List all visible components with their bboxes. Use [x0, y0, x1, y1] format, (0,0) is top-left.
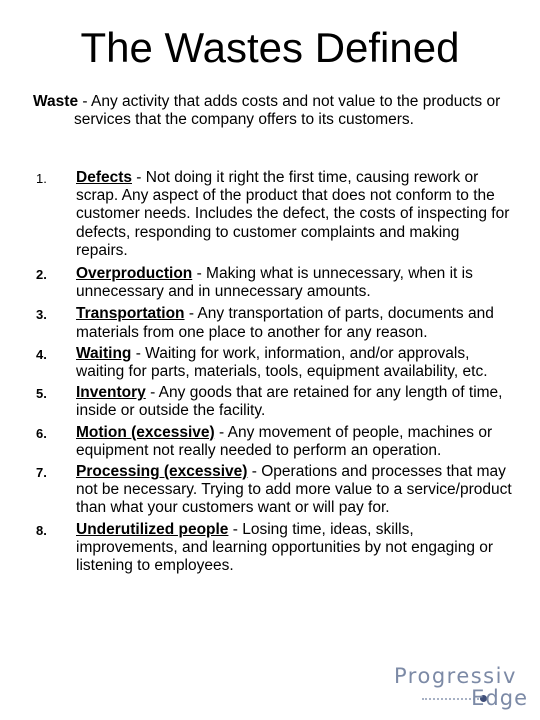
- definition-text: - Any activity that adds costs and not value to the products or services that the company offers to its customers.: [74, 93, 501, 128]
- item-term: Transportation: [76, 305, 185, 323]
- progressive-edge-logo: [394, 664, 528, 712]
- item-text: - Not doing it right the first time, causing rework or scrap. Any aspect of the product that does not conform to the customer needs. Includes the defect, the costs of inspecting for defects, responding to customer complaints and making repairs.: [76, 169, 510, 259]
- item-number: 5.: [36, 386, 47, 402]
- list-item: [33, 345, 513, 381]
- item-number: 6.: [36, 425, 47, 441]
- item-text: - Any transportation of parts, documents and materials from one place to another for any reason.: [76, 305, 494, 341]
- list-item: [33, 463, 513, 518]
- item-text: - Losing time, ideas, skills, improvements, and learning opportunities by not engaging or listening to employees.: [76, 520, 494, 575]
- item-term: Overproduction: [76, 265, 193, 283]
- list-item: [33, 169, 513, 260]
- item-term: Underutilized people: [76, 520, 229, 538]
- item-text: - Waiting for work, information, and/or approvals, waiting for parts, materials, tools, equipment availability, etc.: [76, 344, 488, 381]
- item-term: Motion (excessive): [76, 423, 215, 441]
- item-term: Processing (excessive): [76, 463, 248, 481]
- list-item: [33, 384, 513, 420]
- list-item: [33, 305, 513, 341]
- item-text: - Any movement of people, machines or equipment not really needed to perform an operation.: [76, 423, 493, 459]
- page-title: The Wastes Defined: [80, 24, 460, 71]
- item-term: Inventory: [76, 384, 146, 402]
- item-number: 8.: [36, 522, 47, 538]
- list-item: [33, 265, 513, 301]
- waste-definition: [33, 93, 513, 129]
- item-term: Defects: [76, 169, 132, 186]
- item-number: 7.: [36, 465, 47, 481]
- item-number: 1.: [36, 171, 47, 186]
- wastes-list: [33, 169, 513, 575]
- definition-term: Waste: [33, 93, 79, 110]
- item-number: 4.: [36, 346, 47, 362]
- list-item: [33, 424, 513, 460]
- item-text: - Operations and processes that may not be necessary. Trying to add more value to a service/product than what your customers want or will pay for.: [76, 463, 512, 517]
- item-number: 2.: [36, 267, 47, 283]
- item-number: 3.: [36, 307, 47, 323]
- item-text: - Any goods that are retained for any length of time, inside or outside the facility.: [76, 384, 503, 420]
- list-item: [33, 521, 513, 576]
- item-term: Waiting: [76, 344, 132, 362]
- logo-word-progressive: Progressiv: [394, 664, 517, 688]
- item-text: - Making what is unnecessary, when it is unnecessary and in unnecessary amounts.: [76, 265, 473, 301]
- logo-word-edge: Edge: [471, 686, 528, 710]
